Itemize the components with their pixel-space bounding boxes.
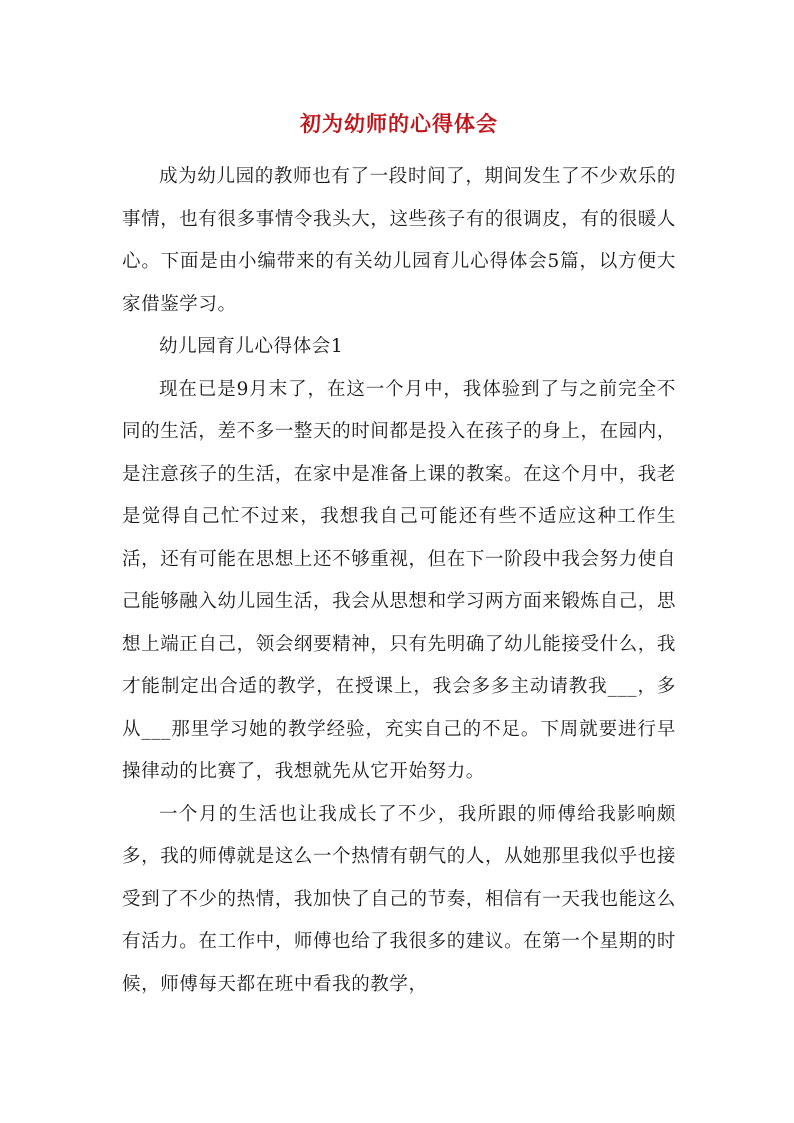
document-body: [122, 156, 676, 1006]
body-paragraph: 现在已是9月末了，在这一个月中，我体验到了与之前完全不同的生活，差不多一整天的时间都是投入在孩子的身上，在园内，是注意孩子的生活，在家中是准备上课的教案。在这个月中，我老是觉得自己忙不过来，我想我自己可能还有些不适应这种工作生活，还有可能在思想上还不够重视，但在下一阶段中我会努力使自己能够融入幼儿园生活，我会从思想和学习两方面来锻炼自己，思想上端正自己，领会纲要精神，只有先明确了幼儿能接受什么，我才能制定出合适的教学，在授课上，我会多多主动请教我___，多从___那里学习她的教学经验，充实自己的不足。下周就要进行早操律动的比赛了，我想就先从它开始努力。: [122, 378, 676, 782]
section-heading: 幼儿园育儿心得体会1: [159, 336, 344, 357]
intro-paragraph: 成为幼儿园的教师也有了一段时间了，期间发生了不少欢乐的事情，也有很多事情令我头大，这些孩子有的很调皮，有的很暖人心。下面是由小编带来的有关幼儿园育儿心得体会5篇，以方便大家借鉴学习。: [122, 166, 676, 315]
document-title: 初为幼师的心得体会: [300, 111, 498, 136]
body-paragraph: 一个月的生活也让我成长了不少，我所跟的师傅给我影响颇多，我的师傅就是这么一个热情有朝气的人，从她那里我似乎也接受到了不少的热情，我加快了自己的节奏，相信有一天我也能这么有活力。在工作中，师傅也给了我很多的建议。在第一个星期的时候，师傅每天都在班中看我的教学，: [122, 803, 676, 995]
